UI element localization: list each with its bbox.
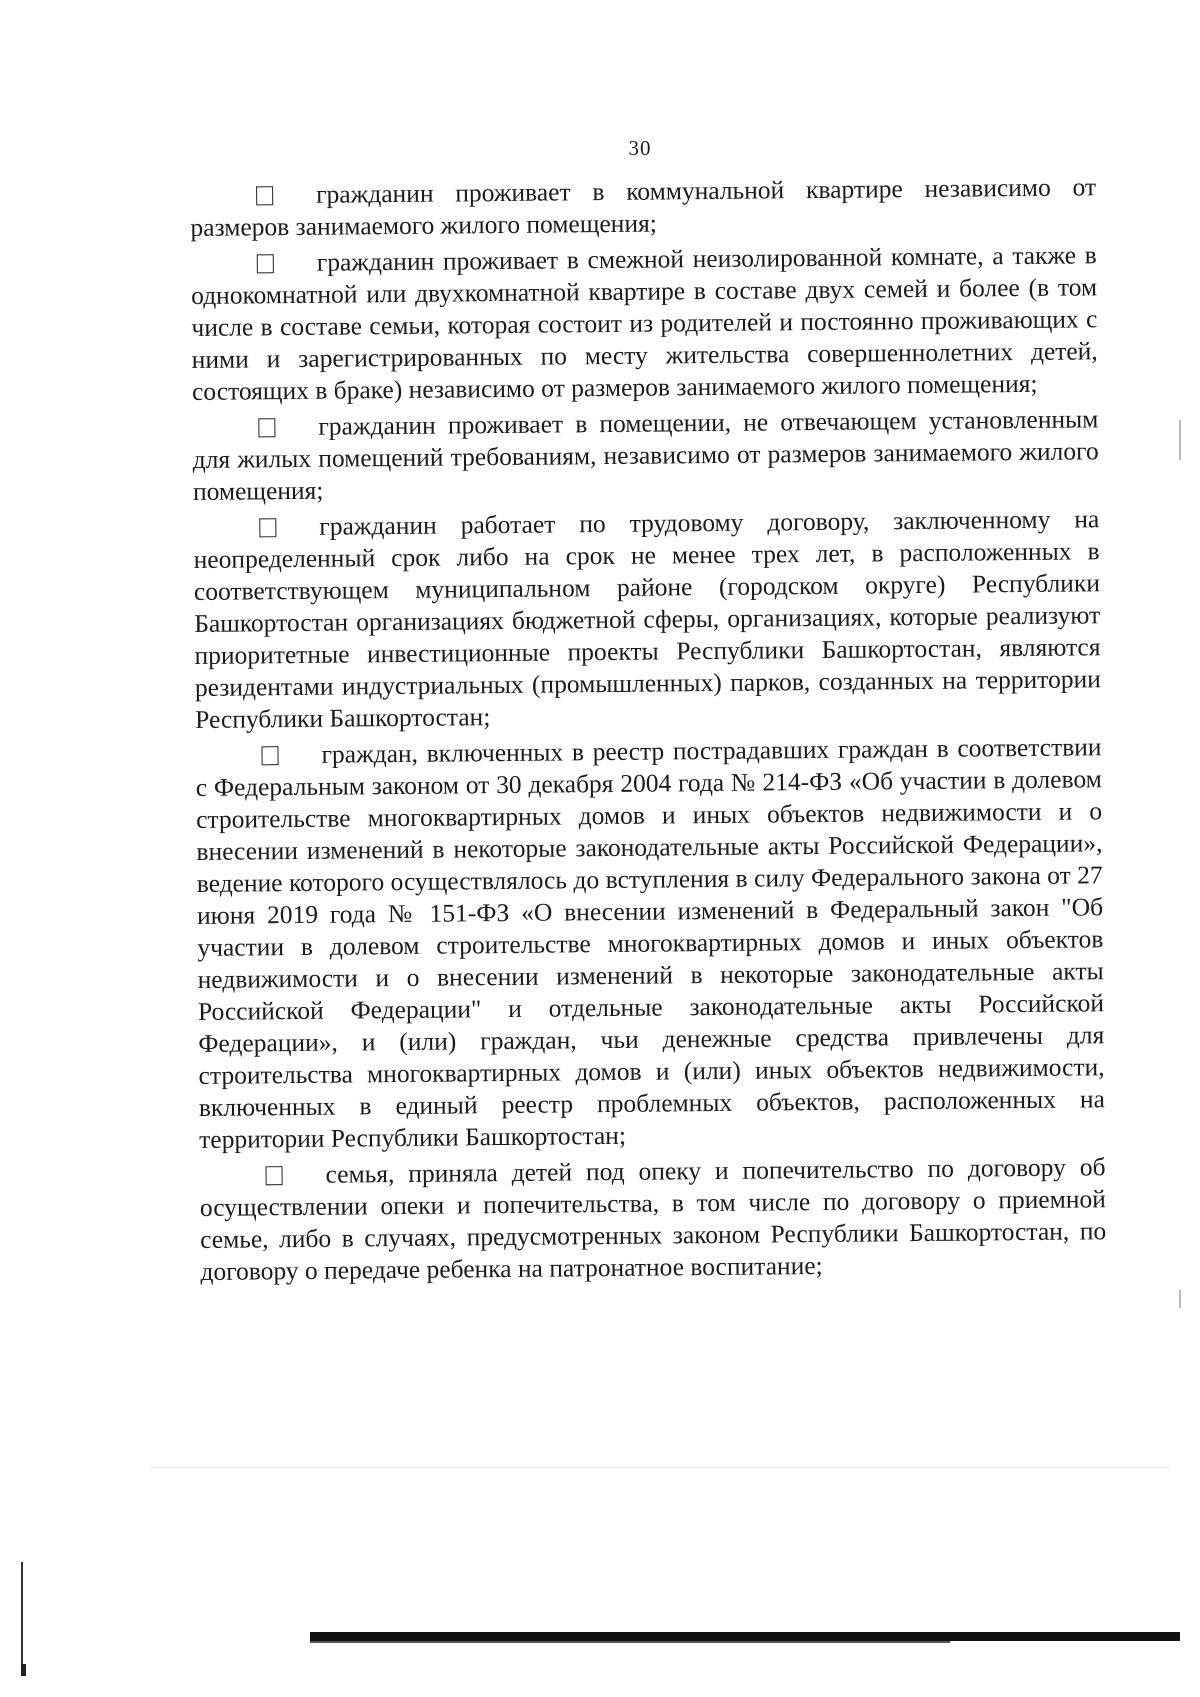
list-item bbox=[193, 503, 1101, 736]
checkbox-icon[interactable] bbox=[256, 186, 273, 205]
list-item-text: гражданин проживает в смежной неизолированной комнате, а также в однокомнатной или двухкомнатной квартире в составе двух семей и более (в том числе в составе семьи, которая состоит из родителей и постоянно проживающих с ними и зарегистрированных по месту жительства совершеннолетних детей, состоящих в браке) независимо от размеров занимаемого жилого помещения; bbox=[190, 240, 1098, 406]
scan-artifact bbox=[150, 1467, 1170, 1468]
list-item bbox=[195, 731, 1105, 1156]
scan-artifact bbox=[1179, 1290, 1181, 1308]
list-item-text: гражданин проживает в коммунальной квартире независимо от размеров занимаемого жилого помещения; bbox=[190, 172, 1097, 242]
list-item-text: граждан, включенных в реестр пострадавших граждан в соответствии с Федеральным законом от 30 декабря 2004 года № 214-ФЗ «Об участии в долевом строительстве многоквартирных домов и иных объектов недвижимости и о внесении изменений в некоторые законодательные акты Российской Федерации», ведение которого осуществлялось до вступления в силу Федерального закона от 27 июня 2019 года № 151-ФЗ «О внесении изменений в Федеральный закон "Об участии в долевом строительстве многоквартирных домов и иных объектов недвижимости и о внесении изменений в некоторые законодательные акты Российской Федерации" и отдельные законодательные акты Российской Федерации», и (или) граждан, чьи денежные средства привлечены для строительства многоквартирных домов и (или) иных объектов недвижимости, включенных в единый реестр проблемных объектов, расположенных на территории Республики Башкортостан; bbox=[195, 732, 1106, 1154]
document-body bbox=[190, 171, 1107, 1292]
list-item bbox=[191, 239, 1098, 408]
checkbox-icon[interactable] bbox=[257, 254, 274, 273]
checkbox-icon[interactable] bbox=[265, 1166, 282, 1185]
scan-artifact bbox=[1179, 420, 1181, 460]
list-item-text: гражданин работает по трудовому договору, заключенному на неопределенный срок либо на срок не менее трех лет, в расположенных в соответствующем муниципальном районе (городском округе) Республики Башкортостан организациях бюджетной сферы, организациях, которые реализуют приоритетные инвестиционные проекты Республики Башкортостан, являются резидентами индустриальных (промышленных) парков, созданных на территории Республики Башкортостан; bbox=[193, 504, 1101, 734]
list-item bbox=[192, 403, 1099, 508]
scan-edge-mark bbox=[21, 1664, 26, 1676]
list-item bbox=[199, 1151, 1106, 1288]
page-number: 30 bbox=[628, 136, 652, 160]
list-item-text: семья, приняла детей под опеку и попечительство по договору об осуществлении опеки и попечительства, в том числе по договору о приемной семье, либо в случаях, предусмотренных законом Республики Башкортостан, по договору о передаче ребенка на патронатное воспитание; bbox=[199, 1152, 1107, 1286]
checkbox-icon[interactable] bbox=[261, 746, 278, 765]
scan-bottom-bar bbox=[310, 1632, 1180, 1641]
scan-edge-line bbox=[21, 1562, 23, 1672]
checkbox-icon[interactable] bbox=[258, 418, 275, 437]
list-item-text: гражданин проживает в помещении, не отвечающем установленным для жилых помещений требованиям, независимо от размеров занимаемого жилого помещения; bbox=[192, 404, 1099, 506]
checkbox-icon[interactable] bbox=[259, 518, 276, 537]
scan-bottom-line bbox=[310, 1641, 950, 1643]
list-item bbox=[190, 171, 1097, 244]
